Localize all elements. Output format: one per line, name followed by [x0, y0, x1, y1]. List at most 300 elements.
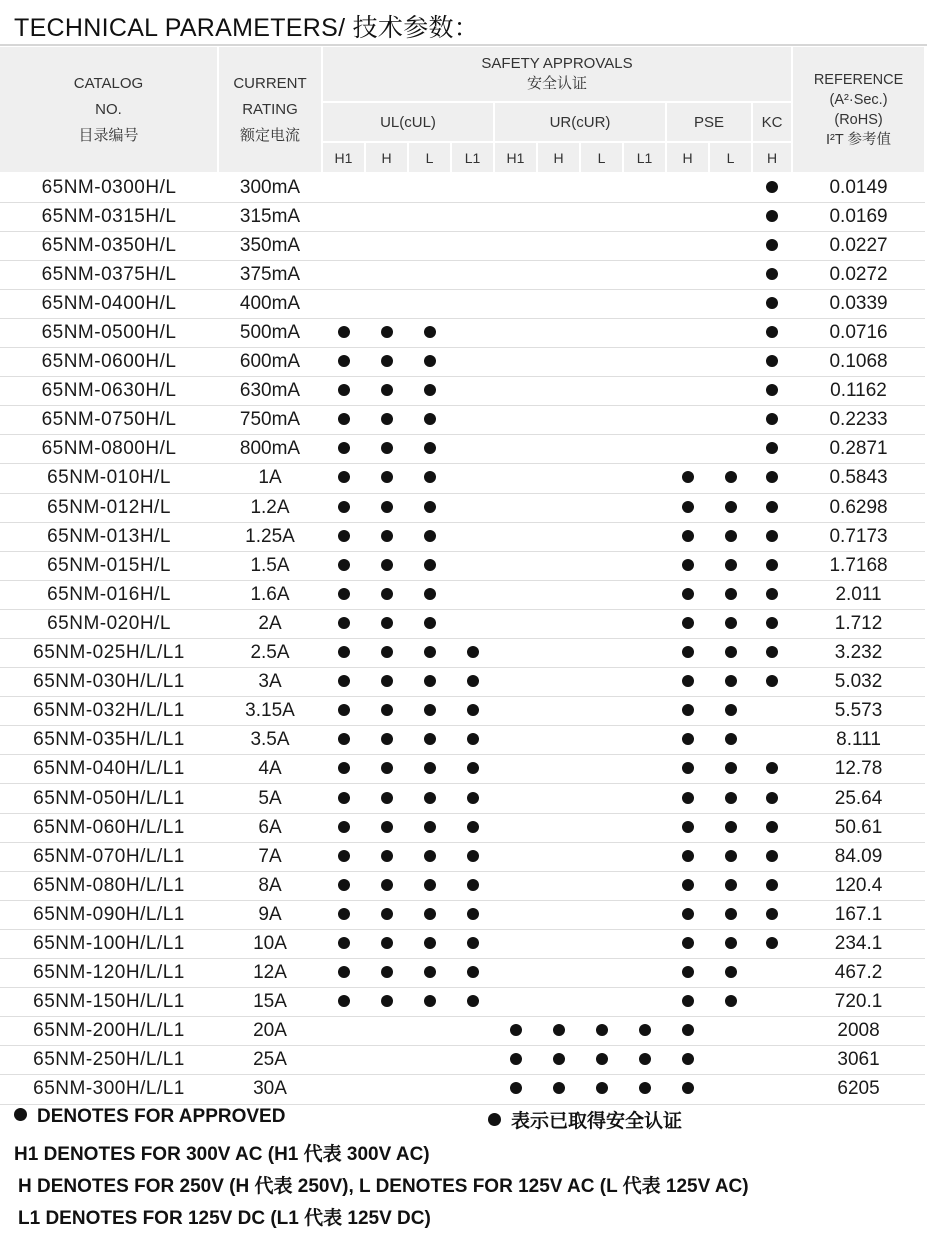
- pse-cell: [666, 435, 709, 464]
- ul-cell: [365, 959, 408, 988]
- ur-cell: [580, 871, 623, 900]
- approved-dot-icon: [424, 675, 436, 687]
- table-row: [0, 522, 925, 551]
- ul-cell: [408, 1017, 451, 1046]
- ul-cell: [451, 522, 494, 551]
- approved-dot-icon: [467, 733, 479, 745]
- ul-cell: [408, 726, 451, 755]
- approved-dot-icon: [338, 792, 350, 804]
- approved-dot-icon: [766, 675, 778, 687]
- kc-cell: [752, 929, 792, 958]
- kc-cell: [752, 813, 792, 842]
- reference-i2t: 0.1068: [792, 348, 925, 377]
- ur-cell: [580, 435, 623, 464]
- table-row: [0, 609, 925, 638]
- approved-dot-icon: [338, 966, 350, 978]
- approved-dot-icon: [467, 792, 479, 804]
- ul-cell: [408, 202, 451, 231]
- reference-i2t: 12.78: [792, 755, 925, 784]
- pse-cell: [666, 377, 709, 406]
- approved-dot-icon: [766, 413, 778, 425]
- approved-dot-icon: [467, 704, 479, 716]
- sub-ul-h: H: [365, 142, 408, 173]
- ul-cell: [322, 522, 365, 551]
- legend-approved-en-text: DENOTES FOR APPROVED: [37, 1106, 286, 1127]
- kc-cell: [752, 988, 792, 1017]
- approved-dot-icon: [510, 1053, 522, 1065]
- approved-dot-icon: [338, 384, 350, 396]
- ur-cell: [623, 609, 666, 638]
- catalog-number: 65NM-080H/L/L1: [0, 871, 218, 900]
- ur-cell: [623, 929, 666, 958]
- ur-cell: [537, 639, 580, 668]
- kc-cell: [752, 318, 792, 347]
- ul-cell: [365, 493, 408, 522]
- ul-cell: [451, 609, 494, 638]
- approved-dot-icon: [381, 850, 393, 862]
- pse-cell: [709, 318, 752, 347]
- reference-i2t: 3061: [792, 1046, 925, 1075]
- header-ref-line2: (A²·Sec.): [829, 91, 888, 108]
- ur-cell: [580, 1075, 623, 1104]
- current-rating: 12A: [218, 959, 322, 988]
- current-rating: 3.5A: [218, 726, 322, 755]
- pse-cell: [709, 842, 752, 871]
- current-rating: 315mA: [218, 202, 322, 231]
- header-safety-cn: 安全认证: [527, 75, 588, 92]
- kc-cell: [752, 609, 792, 638]
- approved-dot-icon: [766, 268, 778, 280]
- approved-dot-icon: [381, 704, 393, 716]
- approved-dot-icon: [338, 908, 350, 920]
- ur-cell: [580, 900, 623, 929]
- pse-cell: [709, 348, 752, 377]
- catalog-number: 65NM-0315H/L: [0, 202, 218, 231]
- ur-cell: [623, 464, 666, 493]
- approved-dot-icon: [682, 646, 694, 658]
- approved-dot-icon: [424, 821, 436, 833]
- approved-dot-icon: [725, 588, 737, 600]
- pse-cell: [666, 929, 709, 958]
- ul-cell: [451, 493, 494, 522]
- approved-dot-icon: [338, 762, 350, 774]
- table-row: [0, 813, 925, 842]
- ul-cell: [451, 639, 494, 668]
- ul-cell: [365, 842, 408, 871]
- header-current: [218, 47, 322, 173]
- ul-cell: [451, 1017, 494, 1046]
- approved-dot-icon: [424, 908, 436, 920]
- catalog-number: 65NM-0630H/L: [0, 377, 218, 406]
- kc-cell: [752, 289, 792, 318]
- approved-dot-icon: [381, 937, 393, 949]
- approved-dot-icon: [639, 1024, 651, 1036]
- ur-cell: [537, 609, 580, 638]
- approved-dot-icon: [725, 821, 737, 833]
- approved-dot-icon: [725, 762, 737, 774]
- ul-cell: [451, 173, 494, 202]
- ur-cell: [494, 842, 537, 871]
- current-rating: 600mA: [218, 348, 322, 377]
- catalog-number: 65NM-100H/L/L1: [0, 929, 218, 958]
- ul-cell: [322, 609, 365, 638]
- ul-cell: [451, 1075, 494, 1104]
- reference-i2t: 467.2: [792, 959, 925, 988]
- title-divider: [0, 44, 927, 46]
- kc-cell: [752, 551, 792, 580]
- table-body: [0, 173, 925, 1104]
- approved-dot-icon: [682, 588, 694, 600]
- ul-cell: [451, 377, 494, 406]
- kc-cell: [752, 1075, 792, 1104]
- ur-cell: [580, 697, 623, 726]
- ul-cell: [408, 1075, 451, 1104]
- current-rating: 4A: [218, 755, 322, 784]
- ul-cell: [322, 726, 365, 755]
- current-rating: 500mA: [218, 318, 322, 347]
- ur-cell: [623, 260, 666, 289]
- current-rating: 375mA: [218, 260, 322, 289]
- ur-cell: [494, 639, 537, 668]
- current-rating: 3.15A: [218, 697, 322, 726]
- table-row: [0, 784, 925, 813]
- approved-dot-icon: [381, 617, 393, 629]
- ul-cell: [408, 493, 451, 522]
- ul-cell: [322, 318, 365, 347]
- catalog-number: 65NM-0300H/L: [0, 173, 218, 202]
- ul-cell: [451, 959, 494, 988]
- ur-cell: [537, 435, 580, 464]
- pse-cell: [709, 202, 752, 231]
- approved-dot-icon: [725, 559, 737, 571]
- ul-cell: [322, 493, 365, 522]
- approved-dot-icon: [381, 588, 393, 600]
- approved-dot-icon: [424, 442, 436, 454]
- ul-cell: [408, 988, 451, 1017]
- ur-cell: [494, 202, 537, 231]
- approved-dot-icon: [424, 501, 436, 513]
- pse-cell: [709, 1017, 752, 1046]
- header-pse: PSE: [666, 102, 752, 142]
- table-row: [0, 464, 925, 493]
- header-catalog-no: NO.: [95, 100, 122, 118]
- catalog-number: 65NM-0375H/L: [0, 260, 218, 289]
- table-row: [0, 1017, 925, 1046]
- bullet-icon: [488, 1113, 501, 1126]
- ur-cell: [623, 668, 666, 697]
- reference-i2t: 0.0716: [792, 318, 925, 347]
- ur-cell: [537, 551, 580, 580]
- pse-cell: [709, 609, 752, 638]
- ul-cell: [408, 377, 451, 406]
- ul-cell: [451, 813, 494, 842]
- approved-dot-icon: [424, 530, 436, 542]
- ul-cell: [322, 842, 365, 871]
- ul-cell: [322, 435, 365, 464]
- approved-dot-icon: [766, 384, 778, 396]
- header-ref-line4: I²T 参考值: [826, 131, 892, 148]
- pse-cell: [666, 784, 709, 813]
- ul-cell: [365, 318, 408, 347]
- ur-cell: [623, 551, 666, 580]
- ur-cell: [494, 1017, 537, 1046]
- approved-dot-icon: [424, 937, 436, 949]
- ul-cell: [451, 202, 494, 231]
- ul-cell: [451, 900, 494, 929]
- approved-dot-icon: [424, 704, 436, 716]
- table-row: [0, 842, 925, 871]
- ur-cell: [494, 900, 537, 929]
- kc-cell: [752, 959, 792, 988]
- pse-cell: [666, 551, 709, 580]
- sub-ul-l: L: [408, 142, 451, 173]
- sub-pse-h: H: [666, 142, 709, 173]
- ul-cell: [365, 726, 408, 755]
- header-ref-line3: (RoHS): [834, 111, 883, 128]
- pse-cell: [709, 726, 752, 755]
- approved-dot-icon: [338, 646, 350, 658]
- kc-cell: [752, 639, 792, 668]
- ul-cell: [322, 551, 365, 580]
- approved-dot-icon: [682, 704, 694, 716]
- ur-cell: [537, 348, 580, 377]
- ul-cell: [365, 668, 408, 697]
- ur-cell: [623, 435, 666, 464]
- table-row: [0, 929, 925, 958]
- approved-dot-icon: [766, 442, 778, 454]
- ul-cell: [322, 580, 365, 609]
- ur-cell: [537, 842, 580, 871]
- approved-dot-icon: [424, 792, 436, 804]
- approved-dot-icon: [338, 559, 350, 571]
- approved-dot-icon: [424, 355, 436, 367]
- pse-cell: [709, 377, 752, 406]
- ul-cell: [322, 1046, 365, 1075]
- reference-i2t: 0.0227: [792, 231, 925, 260]
- pse-cell: [666, 1017, 709, 1046]
- header-catalog: [0, 47, 218, 173]
- catalog-number: 65NM-0800H/L: [0, 435, 218, 464]
- approved-dot-icon: [467, 762, 479, 774]
- ur-cell: [537, 813, 580, 842]
- ur-cell: [580, 813, 623, 842]
- pse-cell: [666, 1075, 709, 1104]
- ul-cell: [408, 289, 451, 318]
- approved-dot-icon: [682, 530, 694, 542]
- current-rating: 1.25A: [218, 522, 322, 551]
- ul-cell: [322, 464, 365, 493]
- pse-cell: [666, 842, 709, 871]
- catalog-number: 65NM-040H/L/L1: [0, 755, 218, 784]
- approved-dot-icon: [766, 471, 778, 483]
- approved-dot-icon: [381, 792, 393, 804]
- ul-cell: [451, 871, 494, 900]
- ul-cell: [408, 900, 451, 929]
- pse-cell: [666, 900, 709, 929]
- ul-cell: [322, 639, 365, 668]
- ur-cell: [537, 464, 580, 493]
- ul-cell: [365, 406, 408, 435]
- legend-approved-cn: [488, 1106, 682, 1133]
- approved-dot-icon: [766, 530, 778, 542]
- ul-cell: [365, 551, 408, 580]
- header-current-cn: 额定电流: [239, 126, 300, 144]
- ur-cell: [623, 726, 666, 755]
- table-row: [0, 668, 925, 697]
- approved-dot-icon: [381, 733, 393, 745]
- approved-dot-icon: [766, 588, 778, 600]
- bullet-icon: [14, 1108, 27, 1121]
- approved-dot-icon: [766, 821, 778, 833]
- pse-cell: [709, 959, 752, 988]
- ul-cell: [408, 580, 451, 609]
- ur-cell: [623, 871, 666, 900]
- approved-dot-icon: [725, 471, 737, 483]
- ul-cell: [365, 755, 408, 784]
- ul-cell: [451, 464, 494, 493]
- table-row: [0, 580, 925, 609]
- ul-cell: [365, 813, 408, 842]
- ur-cell: [537, 493, 580, 522]
- sub-pse-l: L: [709, 142, 752, 173]
- ur-cell: [580, 639, 623, 668]
- current-rating: 6A: [218, 813, 322, 842]
- parameters-table: [0, 47, 926, 1105]
- reference-i2t: 2.011: [792, 580, 925, 609]
- reference-i2t: 50.61: [792, 813, 925, 842]
- approved-dot-icon: [381, 530, 393, 542]
- ul-cell: [322, 289, 365, 318]
- pse-cell: [709, 406, 752, 435]
- header-reference: [792, 47, 925, 173]
- table-row: [0, 435, 925, 464]
- ur-cell: [494, 289, 537, 318]
- ur-cell: [623, 289, 666, 318]
- ur-cell: [537, 871, 580, 900]
- ul-cell: [451, 988, 494, 1017]
- current-rating: 7A: [218, 842, 322, 871]
- pse-cell: [666, 580, 709, 609]
- approved-dot-icon: [467, 937, 479, 949]
- sub-ur-l: L: [580, 142, 623, 173]
- approved-dot-icon: [381, 821, 393, 833]
- reference-i2t: 1.7168: [792, 551, 925, 580]
- ul-cell: [408, 929, 451, 958]
- current-rating: 10A: [218, 929, 322, 958]
- pse-cell: [666, 1046, 709, 1075]
- approved-dot-icon: [338, 501, 350, 513]
- reference-i2t: 0.0149: [792, 173, 925, 202]
- pse-cell: [709, 929, 752, 958]
- ur-cell: [580, 551, 623, 580]
- approved-dot-icon: [725, 733, 737, 745]
- reference-i2t: 1.712: [792, 609, 925, 638]
- ur-cell: [537, 260, 580, 289]
- ur-cell: [494, 318, 537, 347]
- pse-cell: [709, 493, 752, 522]
- approved-dot-icon: [467, 675, 479, 687]
- ul-cell: [451, 406, 494, 435]
- ul-cell: [408, 348, 451, 377]
- table-row: [0, 348, 925, 377]
- ul-cell: [451, 929, 494, 958]
- approved-dot-icon: [424, 326, 436, 338]
- approved-dot-icon: [381, 501, 393, 513]
- current-rating: 8A: [218, 871, 322, 900]
- ur-cell: [580, 318, 623, 347]
- approved-dot-icon: [467, 995, 479, 1007]
- kc-cell: [752, 871, 792, 900]
- reference-i2t: 8.111: [792, 726, 925, 755]
- sub-kc-h: H: [752, 142, 792, 173]
- current-rating: 300mA: [218, 173, 322, 202]
- ur-cell: [494, 1046, 537, 1075]
- approved-dot-icon: [424, 384, 436, 396]
- ul-cell: [451, 231, 494, 260]
- pse-cell: [666, 464, 709, 493]
- ur-cell: [580, 929, 623, 958]
- ur-cell: [537, 318, 580, 347]
- current-rating: 630mA: [218, 377, 322, 406]
- ur-cell: [494, 377, 537, 406]
- approved-dot-icon: [682, 1082, 694, 1094]
- ul-cell: [408, 842, 451, 871]
- pse-cell: [666, 173, 709, 202]
- reference-i2t: 0.0272: [792, 260, 925, 289]
- pse-cell: [709, 464, 752, 493]
- sub-ur-l1: L1: [623, 142, 666, 173]
- kc-cell: [752, 900, 792, 929]
- reference-i2t: 0.2871: [792, 435, 925, 464]
- ur-cell: [623, 813, 666, 842]
- ur-cell: [623, 1046, 666, 1075]
- kc-cell: [752, 842, 792, 871]
- ul-cell: [451, 668, 494, 697]
- ul-cell: [322, 929, 365, 958]
- ur-cell: [623, 1017, 666, 1046]
- table-row: [0, 493, 925, 522]
- header-ref-line1: REFERENCE: [813, 71, 904, 88]
- ur-cell: [494, 609, 537, 638]
- sub-ur-h: H: [537, 142, 580, 173]
- ur-cell: [537, 1075, 580, 1104]
- pse-cell: [666, 726, 709, 755]
- header-catalog-en: CATALOG: [73, 74, 144, 92]
- approved-dot-icon: [381, 559, 393, 571]
- catalog-number: 65NM-025H/L/L1: [0, 639, 218, 668]
- ur-cell: [623, 959, 666, 988]
- ur-cell: [623, 784, 666, 813]
- ur-cell: [494, 726, 537, 755]
- approved-dot-icon: [682, 850, 694, 862]
- ur-cell: [580, 260, 623, 289]
- ul-cell: [365, 202, 408, 231]
- ur-cell: [494, 755, 537, 784]
- pse-cell: [709, 260, 752, 289]
- approved-dot-icon: [682, 821, 694, 833]
- reference-i2t: 84.09: [792, 842, 925, 871]
- approved-dot-icon: [338, 675, 350, 687]
- current-rating: 350mA: [218, 231, 322, 260]
- reference-i2t: 2008: [792, 1017, 925, 1046]
- ur-cell: [494, 435, 537, 464]
- reference-i2t: 6205: [792, 1075, 925, 1104]
- approved-dot-icon: [338, 413, 350, 425]
- pse-cell: [666, 959, 709, 988]
- pse-cell: [709, 900, 752, 929]
- ur-cell: [494, 406, 537, 435]
- reference-i2t: 0.6298: [792, 493, 925, 522]
